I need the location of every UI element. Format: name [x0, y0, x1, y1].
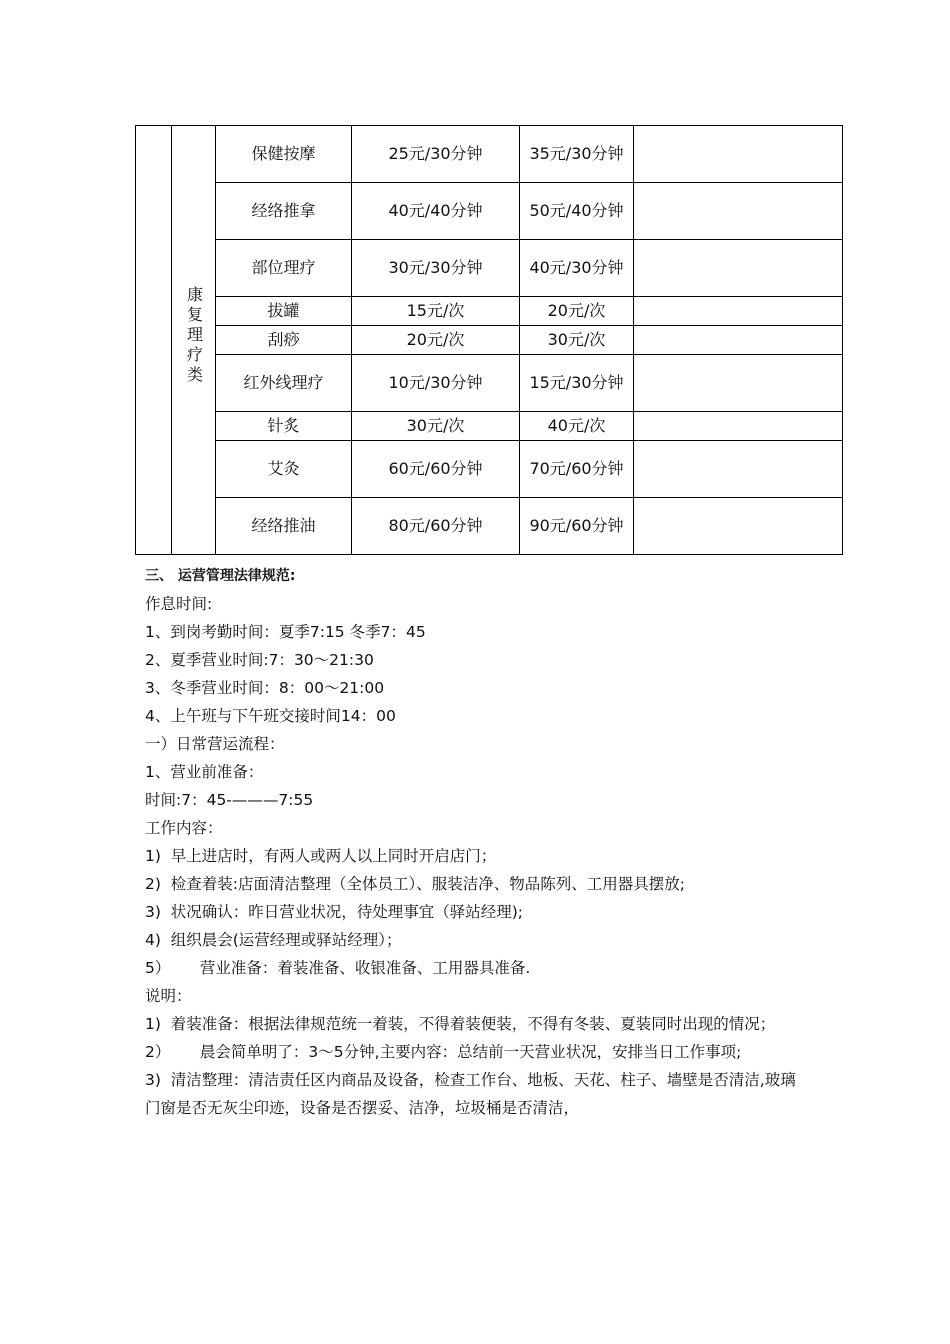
table-row — [136, 297, 843, 326]
category-cell — [172, 126, 216, 555]
table-row — [136, 183, 843, 240]
service-name-cell: 拔罐 — [216, 297, 352, 326]
price-alt-cell: 70元/60分钟 — [520, 441, 634, 498]
price-alt-cell: 15元/30分钟 — [520, 355, 634, 412]
price-alt-cell: 40元/次 — [520, 412, 634, 441]
category-label: 康复理疗类 — [184, 285, 204, 386]
text-line: 4) 组织晨会(运营经理或驿站经理）； — [145, 931, 402, 949]
text-line: 作息时间: — [145, 595, 213, 613]
price-cell: 40元/40分钟 — [352, 183, 520, 240]
text-line: 3) 状况确认：昨日营业状况，待处理事宜（驿站经理); — [145, 903, 524, 921]
text-line: 1、营业前准备： — [145, 763, 264, 781]
text-line: 5） 营业准备：着装准备、收银准备、工用器具准备. — [145, 959, 531, 977]
price-alt-cell: 90元/60分钟 — [520, 498, 634, 555]
text-line: 4、上午班与下午班交接时间14：00 — [145, 707, 396, 725]
empty-cell — [634, 126, 843, 183]
price-cell: 20元/次 — [352, 326, 520, 355]
empty-cell — [634, 355, 843, 412]
service-name-cell: 艾灸 — [216, 441, 352, 498]
price-alt-cell: 30元/次 — [520, 326, 634, 355]
text-line: 1) 着装准备：根据法律规范统一着装，不得着装便装，不得有冬装、夏装同时出现的情况； — [145, 1015, 776, 1033]
text-line: 说明： — [145, 987, 192, 1005]
service-name-cell: 经络推油 — [216, 498, 352, 555]
text-line: 时间:7：45-———7:55 — [145, 791, 314, 809]
text-line: 一）日常营运流程： — [145, 735, 285, 753]
text-line: 2) 检查着装:店面清洁整理（全体员工）、服装洁净、物品陈列、工用器具摆放; — [145, 875, 685, 893]
table-row — [136, 326, 843, 355]
price-alt-cell: 35元/30分钟 — [520, 126, 634, 183]
service-name-cell: 红外线理疗 — [216, 355, 352, 412]
text-line: 1、到岗考勤时间：夏季7:15 冬季7：45 — [145, 623, 426, 641]
price-cell: 30元/30分钟 — [352, 240, 520, 297]
price-cell: 80元/60分钟 — [352, 498, 520, 555]
price-cell: 15元/次 — [352, 297, 520, 326]
table-row — [136, 412, 843, 441]
text-line: 3) 清洁整理：清洁责任区内商品及设备，检查工作台、地板、天花、柱子、墙壁是否清洁,玻璃门窗是否无灰尘印迹，设备是否摆妥、洁净，垃圾桶是否清洁， — [145, 1071, 796, 1117]
table-row — [136, 355, 843, 412]
price-alt-cell: 20元/次 — [520, 297, 634, 326]
empty-cell — [634, 498, 843, 555]
text-line: 3、冬季营业时间：8：00～21:00 — [145, 679, 385, 697]
table-row — [136, 240, 843, 297]
document-body — [145, 562, 810, 1122]
price-cell: 30元/次 — [352, 412, 520, 441]
text-line: 2、夏季营业时间:7：30～21:30 — [145, 651, 374, 669]
service-name-cell: 经络推拿 — [216, 183, 352, 240]
body-lines — [145, 590, 810, 1122]
empty-cell — [634, 412, 843, 441]
price-table — [135, 125, 843, 555]
service-name-cell: 刮痧 — [216, 326, 352, 355]
empty-cell — [136, 126, 172, 555]
empty-cell — [634, 297, 843, 326]
price-alt-cell: 50元/40分钟 — [520, 183, 634, 240]
price-cell: 10元/30分钟 — [352, 355, 520, 412]
empty-cell — [634, 240, 843, 297]
text-line: 1) 早上进店时，有两人或两人以上同时开启店门； — [145, 847, 497, 865]
price-cell: 25元/30分钟 — [352, 126, 520, 183]
section-title: 三、 运营管理法律规范: — [145, 568, 296, 584]
table-row — [136, 126, 843, 183]
text-line: 工作内容： — [145, 819, 223, 837]
empty-cell — [634, 326, 843, 355]
empty-cell — [634, 441, 843, 498]
price-alt-cell: 40元/30分钟 — [520, 240, 634, 297]
empty-cell — [634, 183, 843, 240]
table-row — [136, 441, 843, 498]
table-row — [136, 498, 843, 555]
price-cell: 60元/60分钟 — [352, 441, 520, 498]
text-line: 2） 晨会简单明了：3～5分钟,主要内容：总结前一天营业状况，安排当日工作事项; — [145, 1043, 742, 1061]
service-name-cell: 针炙 — [216, 412, 352, 441]
service-name-cell: 部位理疗 — [216, 240, 352, 297]
service-name-cell: 保健按摩 — [216, 126, 352, 183]
